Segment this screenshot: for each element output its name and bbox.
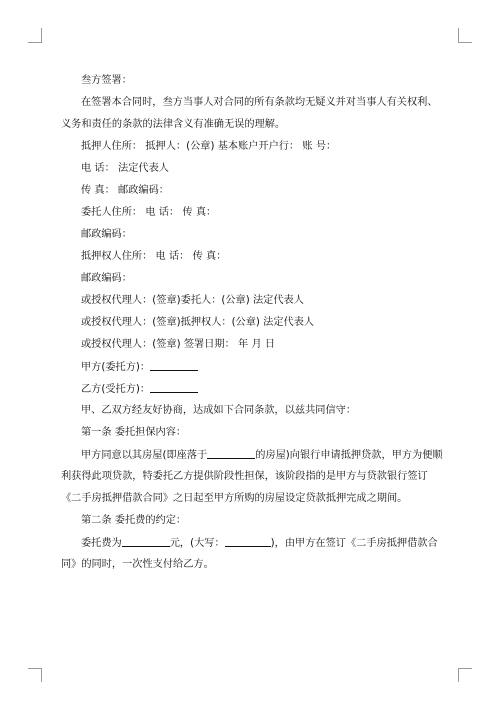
fax-postcode-line: 传 真： 邮政编码： [81, 185, 169, 196]
phone-legal-rep-line: 电 话： 法定代表人 [81, 163, 169, 174]
party-a-blank [150, 360, 198, 371]
property-location-blank [207, 448, 255, 459]
agreement-intro: 甲、乙双方经友好协商，达成如下合同条款，以兹共同信守： [81, 405, 357, 416]
article2-line2: 同》的同时，一次性支付给乙方。 [61, 559, 214, 570]
fee-amount-blank [122, 536, 170, 547]
fee-amount-words-blank [225, 536, 271, 547]
article2-line1-c: )，由甲方在签订《二手房抵押借款合 [270, 538, 438, 549]
signing-heading: 叁方签署： [81, 75, 132, 86]
article2-line1 [61, 536, 441, 558]
crop-mark-bottom-left-h [28, 668, 42, 669]
party-b-blank [150, 382, 198, 393]
party-a-label: 甲方(委托方)： [81, 362, 151, 373]
article2-line1-b: 元，(大写： [169, 538, 225, 549]
article1-line1-before: 甲方同意以其房屋(即座落于 [81, 450, 208, 461]
mortgagee-address-line: 抵押权人住所： 电 话： 传 真： [81, 251, 227, 262]
postcode-line-2: 邮政编码： [81, 273, 132, 284]
signing-statement-line1: 在签署本合同时，叁方当事人对合同的所有条款均无疑义并对当事人有关权利、 [81, 97, 438, 108]
mortgagor-address-line: 抵押人住所： 抵押人：(公章) 基本账户开户行： 账 号： [81, 141, 337, 152]
article1-line2: 利获得此项贷款，特委托乙方提供阶段性担保，该阶段指的是甲方与贷款银行签订 [61, 471, 428, 482]
article2-line1-a: 委托费为 [81, 538, 122, 549]
party-b-line [61, 382, 441, 404]
article1-title: 第一条 委托担保内容： [81, 427, 187, 438]
article1-line1 [61, 448, 441, 470]
crop-mark-bottom-right-h [458, 668, 472, 669]
article2-title: 第二条 委托费的约定： [81, 515, 187, 526]
principal-address-line: 委托人住所： 电 话： 传 真： [81, 207, 217, 218]
crop-mark-bottom-left-v [41, 668, 42, 682]
agent-principal-line: 或授权代理人：(签章)委托人：(公章) 法定代表人 [81, 295, 304, 306]
crop-mark-bottom-right-v [458, 668, 459, 682]
signing-statement-line2: 义务和责任的条款的法律含义有准确无误的理解。 [61, 119, 286, 130]
crop-mark-top-left-v [41, 28, 42, 42]
crop-mark-top-left-h [28, 42, 42, 43]
party-a-line [61, 360, 441, 382]
article1-line1-after: 的房屋)向银行申请抵押贷款，甲方为便顺 [255, 450, 443, 461]
document-body [61, 74, 441, 580]
article1-line3: 《二手房抵押借款合同》之日起至甲方所购的房屋设定贷款抵押完成之期间。 [61, 493, 408, 504]
agent-signing-date-line: 或授权代理人：(签章) 签署日期： 年 月 日 [81, 339, 276, 350]
party-b-label: 乙方(受托方)： [81, 384, 151, 395]
agent-mortgagee-line: 或授权代理人：(签章)抵押权人：(公章) 法定代表人 [81, 317, 315, 328]
postcode-line: 邮政编码： [81, 229, 132, 240]
crop-mark-top-right-h [458, 42, 472, 43]
crop-mark-top-right-v [458, 28, 459, 42]
